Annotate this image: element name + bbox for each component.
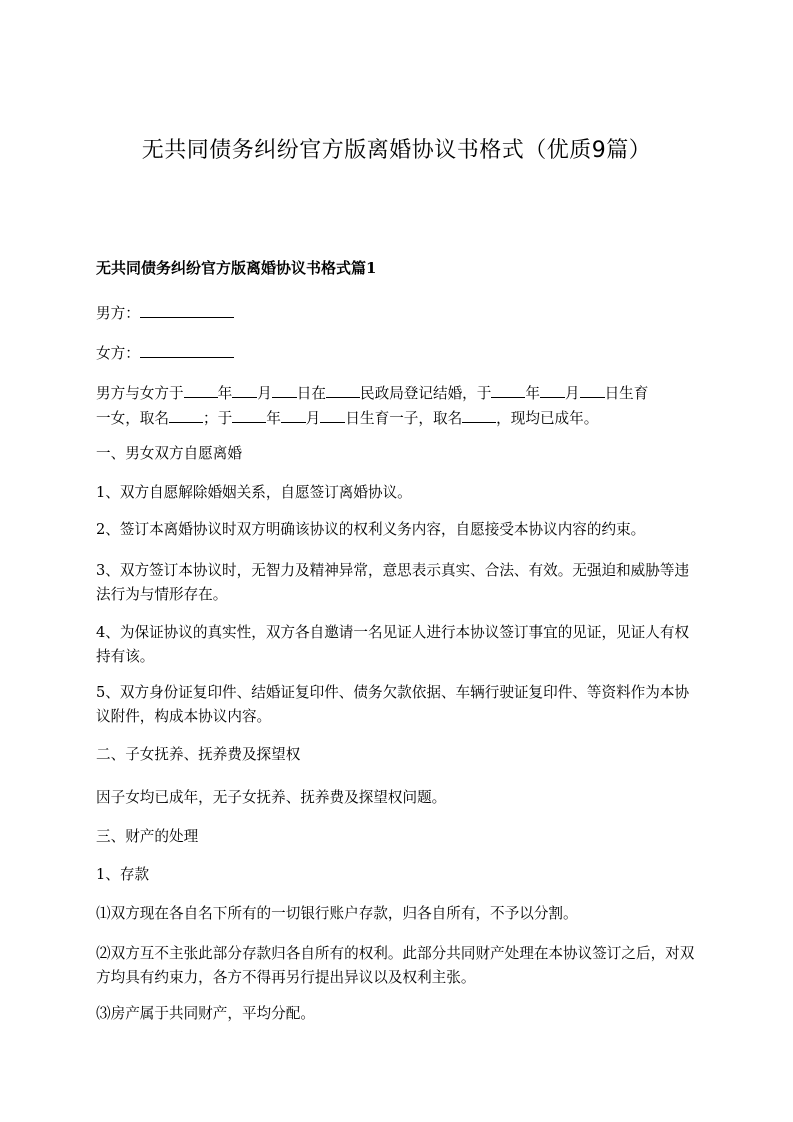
paragraph: ⑴双方现在各自名下所有的一切银行账户存款，归各自所有，不予以分割。: [96, 905, 578, 922]
wife-name-blank[interactable]: [140, 341, 234, 358]
son-birth-month-blank[interactable]: [281, 406, 306, 423]
clause-text: 月: [257, 385, 272, 402]
daughter-birth-month-blank[interactable]: [540, 381, 565, 398]
wife-label: 女方：: [96, 345, 140, 362]
clause-text: 日在: [296, 385, 326, 402]
clause-text: 日生育一子，取名: [345, 410, 463, 427]
paragraph: 3、双方签订本协议时，无智力及精神异常，意思表示真实、合法、有效。无强迫和威胁等违法行为与情形存在。: [96, 562, 690, 603]
bureau-blank[interactable]: [326, 381, 360, 398]
paragraph: 因子女均已成年，无子女抚养、抚养费及探望权问题。: [96, 789, 447, 806]
son-birth-year-blank[interactable]: [232, 406, 266, 423]
paragraph: 5、双方身份证复印件、结婚证复印件、债务欠款依据、车辆行驶证复印件、等资料作为本协议附件，构成本协议内容。: [96, 684, 690, 725]
document-title: 无共同债务纠纷官方版离婚协议书格式（优质9篇）: [141, 138, 652, 163]
clause-text: 月: [564, 385, 580, 402]
marriage-month-blank[interactable]: [232, 381, 257, 398]
clause-text: 一女，取名: [96, 410, 169, 427]
marriage-year-blank[interactable]: [184, 381, 218, 398]
wife-line: [96, 341, 700, 366]
daughter-birth-day-blank[interactable]: [580, 381, 605, 398]
paragraph: ⑵双方互不主张此部分存款归各自所有的权利。此部分共同财产处理在本协议签订之后，对双方均具有约束力，各方不得再另行提出异议以及权利主张。: [96, 945, 695, 986]
son-name-blank[interactable]: [462, 406, 496, 423]
husband-line: [96, 301, 700, 326]
son-birth-day-blank[interactable]: [320, 406, 345, 423]
daughter-name-blank[interactable]: [169, 406, 203, 423]
husband-label: 男方：: [96, 305, 140, 322]
clause-text: 月: [305, 410, 321, 427]
clause-text: 民政局登记结婚，于: [360, 385, 492, 402]
clause-text: ，现均已成年。: [496, 410, 599, 427]
heading-property: 三、财产的处理: [96, 828, 199, 845]
clause-text: ；于: [202, 410, 233, 427]
clause-text: 男方与女方于: [96, 385, 184, 402]
heading-deposits: 1、存款: [96, 866, 150, 883]
section-title: 无共同债务纠纷官方版离婚协议书格式篇1: [96, 259, 377, 277]
heading-voluntary-divorce: 一、男女双方自愿离婚: [96, 445, 242, 462]
heading-child-support: 二、子女抚养、抚养费及探望权: [96, 746, 301, 763]
clause-text: 年: [525, 385, 540, 402]
paragraph: 2、签订本离婚协议时双方明确该协议的权利义务内容，自愿接受本协议内容的约束。: [96, 521, 646, 538]
clause-text: 年: [266, 410, 281, 427]
daughter-birth-year-blank[interactable]: [491, 381, 525, 398]
clause-text: 年: [217, 385, 233, 402]
paragraph: 4、为保证协议的真实性，双方各自邀请一名见证人进行本协议签订事宜的见证，见证人有权持有该。: [96, 624, 690, 665]
clause-text: 日生育: [604, 385, 649, 402]
paragraph: 1、双方自愿解除婚姻关系，自愿签订离婚协议。: [96, 484, 412, 501]
paragraph: ⑶房产属于共同财产，平均分配。: [96, 1005, 315, 1022]
marriage-clause: [96, 381, 700, 431]
marriage-day-blank[interactable]: [272, 381, 297, 398]
husband-name-blank[interactable]: [140, 301, 234, 318]
